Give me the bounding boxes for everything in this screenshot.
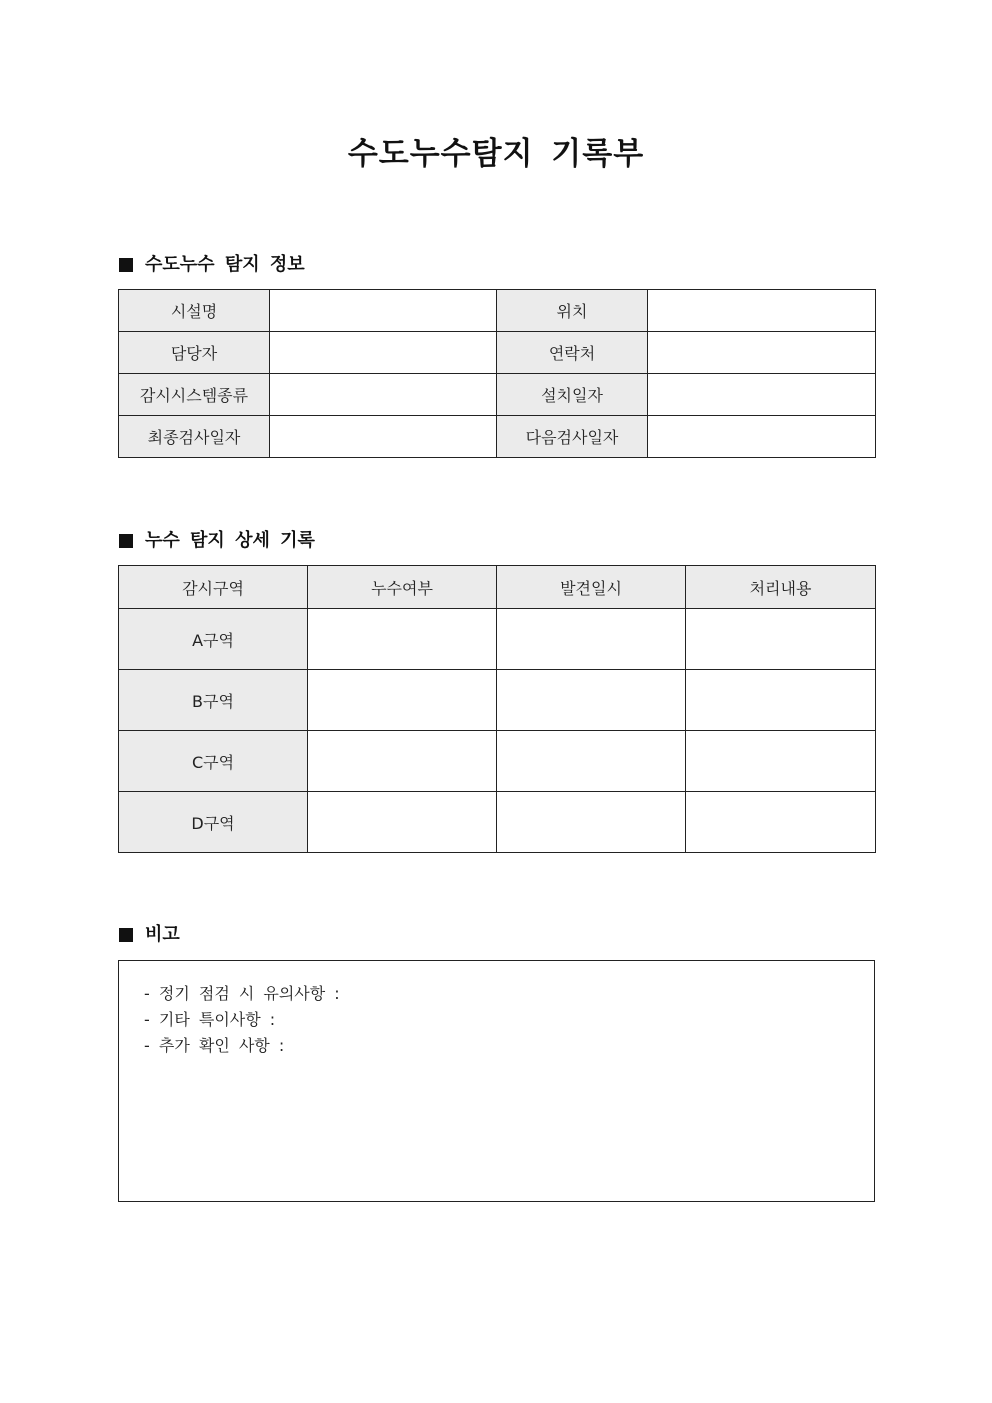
system-type-label: 감시시스템종류: [119, 374, 270, 416]
action-field[interactable]: [686, 670, 876, 731]
zone-label-c: C구역: [119, 731, 308, 792]
square-bullet-icon: [119, 258, 133, 272]
last-inspection-label: 최종검사일자: [119, 416, 270, 458]
info-section-heading: [119, 253, 305, 277]
info-row-facility: [119, 290, 876, 332]
leak-field[interactable]: [308, 670, 497, 731]
remarks-item-other-notes: - 기타 특이사항 :: [144, 1010, 276, 1029]
leak-field[interactable]: [308, 792, 497, 853]
detail-section-heading: [119, 529, 315, 553]
facility-name-label: 시설명: [119, 290, 270, 332]
page-title: 수도누수탐지 기록부: [347, 136, 645, 172]
detail-header-row: [119, 566, 876, 609]
table-row: [119, 731, 876, 792]
found-at-field[interactable]: [497, 731, 686, 792]
column-header-zone: 감시구역: [119, 566, 308, 609]
action-field[interactable]: [686, 731, 876, 792]
contact-label: 연락처: [497, 332, 648, 374]
zone-label-b: B구역: [119, 670, 308, 731]
found-at-field[interactable]: [497, 609, 686, 670]
remarks-list: [119, 961, 874, 1059]
zone-label-d: D구역: [119, 792, 308, 853]
system-type-field[interactable]: [270, 374, 497, 416]
leak-field[interactable]: [308, 609, 497, 670]
square-bullet-icon: [119, 928, 133, 942]
info-section-heading-text: 수도누수 탐지 정보: [145, 254, 305, 275]
remarks-item-additional-checks: - 추가 확인 사항 :: [144, 1036, 285, 1055]
column-header-leak: 누수여부: [308, 566, 497, 609]
found-at-field[interactable]: [497, 670, 686, 731]
info-row-manager: [119, 332, 876, 374]
table-row: [119, 792, 876, 853]
contact-field[interactable]: [648, 332, 876, 374]
column-header-found-at: 발견일시: [497, 566, 686, 609]
next-inspection-label: 다음검사일자: [497, 416, 648, 458]
info-table: [118, 289, 876, 458]
detail-section-heading-text: 누수 탐지 상세 기록: [145, 530, 315, 551]
square-bullet-icon: [119, 534, 133, 548]
manager-label: 담당자: [119, 332, 270, 374]
location-label: 위치: [497, 290, 648, 332]
detail-table: [118, 565, 876, 853]
next-inspection-field[interactable]: [648, 416, 876, 458]
remarks-section-heading-text: 비고: [145, 924, 180, 945]
action-field[interactable]: [686, 609, 876, 670]
location-field[interactable]: [648, 290, 876, 332]
info-row-system: [119, 374, 876, 416]
facility-name-field[interactable]: [270, 290, 497, 332]
action-field[interactable]: [686, 792, 876, 853]
install-date-label: 설치일자: [497, 374, 648, 416]
remarks-item-inspection-notes: - 정기 점검 시 유의사항 :: [144, 984, 340, 1003]
table-row: [119, 609, 876, 670]
column-header-action: 처리내용: [686, 566, 876, 609]
leak-field[interactable]: [308, 731, 497, 792]
found-at-field[interactable]: [497, 792, 686, 853]
install-date-field[interactable]: [648, 374, 876, 416]
manager-field[interactable]: [270, 332, 497, 374]
zone-label-a: A구역: [119, 609, 308, 670]
remarks-section-heading: [119, 923, 180, 947]
table-row: [119, 670, 876, 731]
remarks-box[interactable]: [118, 960, 875, 1202]
info-row-inspection: [119, 416, 876, 458]
last-inspection-field[interactable]: [270, 416, 497, 458]
